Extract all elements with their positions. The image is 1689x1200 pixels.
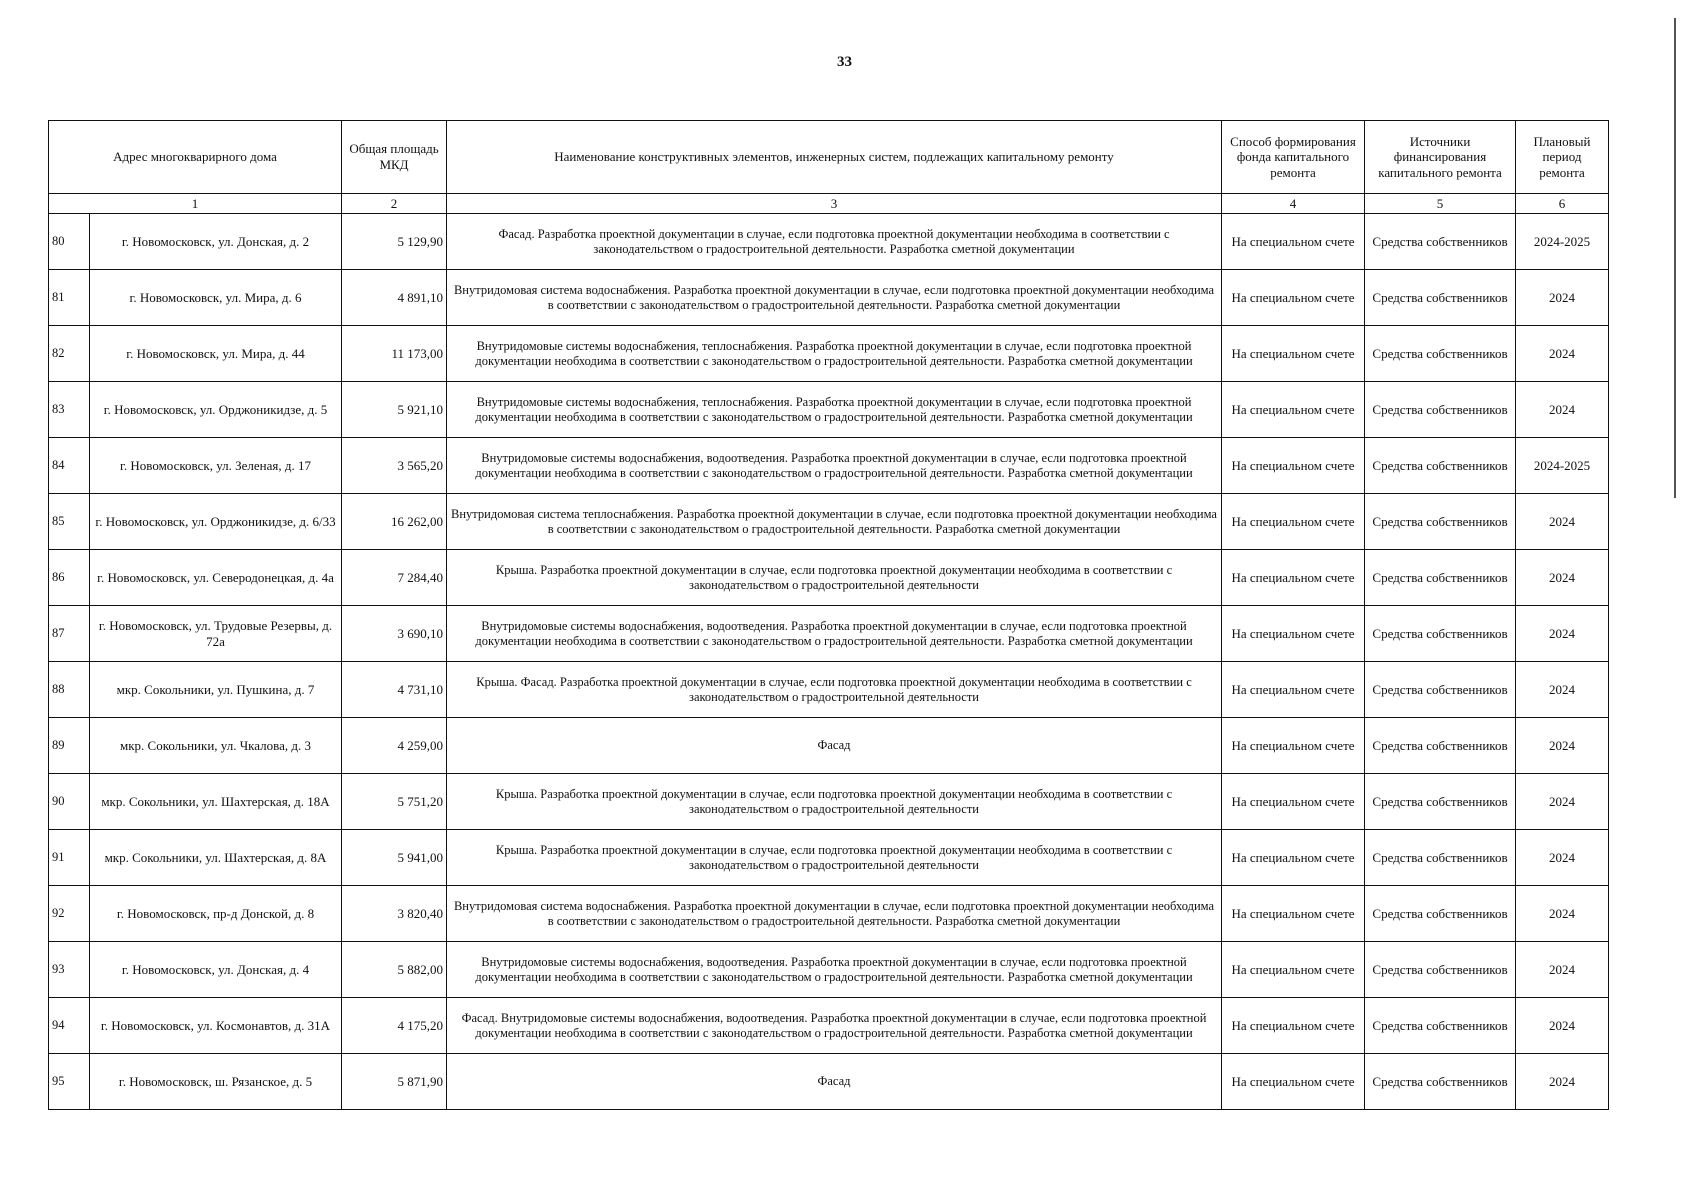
period-cell: 2024 <box>1516 662 1609 718</box>
period-cell: 2024-2025 <box>1516 438 1609 494</box>
method-cell: На специальном счете <box>1222 662 1365 718</box>
page-number: 33 <box>837 54 852 70</box>
address-cell: г. Новомосковск, ул. Космонавтов, д. 31А <box>90 998 342 1054</box>
works-cell: Крыша. Фасад. Разработка проектной документации в случае, если подготовка проектной документации необходима в соответствии с законодательством о градостроительной деятельности <box>447 662 1222 718</box>
area-cell: 4 891,10 <box>342 270 447 326</box>
row-number: 91 <box>49 830 90 886</box>
source-cell: Средства собственников <box>1365 270 1516 326</box>
method-cell: На специальном счете <box>1222 942 1365 998</box>
table-row <box>49 774 1609 830</box>
period-cell: 2024 <box>1516 270 1609 326</box>
source-cell: Средства собственников <box>1365 550 1516 606</box>
address-cell: г. Новомосковск, ул. Зеленая, д. 17 <box>90 438 342 494</box>
column-number: 6 <box>1516 194 1609 214</box>
source-cell: Средства собственников <box>1365 942 1516 998</box>
row-number: 85 <box>49 494 90 550</box>
table-row <box>49 718 1609 774</box>
row-number: 83 <box>49 382 90 438</box>
period-cell: 2024 <box>1516 606 1609 662</box>
works-cell: Внутридомовые системы водоснабжения, теплоснабжения. Разработка проектной документации в случае, если подготовка проектной документации необходима в соответствии с законодательством о градостроительной деятельности. Разработка сметной документации <box>447 326 1222 382</box>
table-row <box>49 1054 1609 1110</box>
period-cell: 2024-2025 <box>1516 214 1609 270</box>
area-cell: 3 820,40 <box>342 886 447 942</box>
method-cell: На специальном счете <box>1222 998 1365 1054</box>
area-cell: 4 175,20 <box>342 998 447 1054</box>
source-cell: Средства собственников <box>1365 718 1516 774</box>
address-cell: г. Новомосковск, ул. Орджоникидзе, д. 6/33 <box>90 494 342 550</box>
column-number: 2 <box>342 194 447 214</box>
method-cell: На специальном счете <box>1222 438 1365 494</box>
source-cell: Средства собственников <box>1365 606 1516 662</box>
address-cell: мкр. Сокольники, ул. Шахтерская, д. 8А <box>90 830 342 886</box>
table-row <box>49 270 1609 326</box>
row-number: 82 <box>49 326 90 382</box>
source-cell: Средства собственников <box>1365 774 1516 830</box>
area-cell: 16 262,00 <box>342 494 447 550</box>
header-row <box>49 121 1609 194</box>
source-cell: Средства собственников <box>1365 998 1516 1054</box>
source-cell: Средства собственников <box>1365 214 1516 270</box>
method-cell: На специальном счете <box>1222 270 1365 326</box>
address-cell: г. Новомосковск, ш. Рязанское, д. 5 <box>90 1054 342 1110</box>
area-cell: 5 941,00 <box>342 830 447 886</box>
table-row <box>49 830 1609 886</box>
table-row <box>49 438 1609 494</box>
period-cell: 2024 <box>1516 830 1609 886</box>
row-number: 84 <box>49 438 90 494</box>
works-cell: Внутридомовые системы водоснабжения, водоотведения. Разработка проектной документации в случае, если подготовка проектной документации необходима в соответствии с законодательством о градостроительной деятельности. Разработка сметной документации <box>447 942 1222 998</box>
area-cell: 4 259,00 <box>342 718 447 774</box>
address-cell: мкр. Сокольники, ул. Пушкина, д. 7 <box>90 662 342 718</box>
method-cell: На специальном счете <box>1222 550 1365 606</box>
works-cell: Внутридомовые системы водоснабжения, водоотведения. Разработка проектной документации в случае, если подготовка проектной документации необходима в соответствии с законодательством о градостроительной деятельности. Разработка сметной документации <box>447 606 1222 662</box>
row-number: 93 <box>49 942 90 998</box>
works-cell: Крыша. Разработка проектной документации в случае, если подготовка проектной документации необходима в соответствии с законодательством о градостроительной деятельности <box>447 830 1222 886</box>
method-cell: На специальном счете <box>1222 718 1365 774</box>
table-row <box>49 942 1609 998</box>
address-cell: г. Новомосковск, ул. Трудовые Резервы, д. 72а <box>90 606 342 662</box>
works-cell: Внутридомовые системы водоснабжения, теплоснабжения. Разработка проектной документации в случае, если подготовка проектной документации необходима в соответствии с законодательством о градостроительной деятельности. Разработка сметной документации <box>447 382 1222 438</box>
method-cell: На специальном счете <box>1222 326 1365 382</box>
period-cell: 2024 <box>1516 886 1609 942</box>
row-number: 92 <box>49 886 90 942</box>
source-cell: Средства собственников <box>1365 830 1516 886</box>
address-cell: г. Новомосковск, ул. Мира, д. 6 <box>90 270 342 326</box>
period-cell: 2024 <box>1516 718 1609 774</box>
works-cell: Внутридомовая система водоснабжения. Разработка проектной документации в случае, если подготовка проектной документации необходима в соответствии с законодательством о градостроительной деятельности. Разработка сметной документации <box>447 886 1222 942</box>
table-row <box>49 382 1609 438</box>
address-cell: г. Новомосковск, ул. Орджоникидзе, д. 5 <box>90 382 342 438</box>
period-cell: 2024 <box>1516 326 1609 382</box>
scan-edge-line <box>1674 18 1676 498</box>
period-cell: 2024 <box>1516 494 1609 550</box>
header-period: Плановый период ремонта <box>1516 121 1609 194</box>
area-cell: 3 565,20 <box>342 438 447 494</box>
period-cell: 2024 <box>1516 1054 1609 1110</box>
area-cell: 4 731,10 <box>342 662 447 718</box>
row-number: 87 <box>49 606 90 662</box>
header-works: Наименование конструктивных элементов, инженерных систем, подлежащих капитальному ремонту <box>447 121 1222 194</box>
works-cell: Крыша. Разработка проектной документации в случае, если подготовка проектной документации необходима в соответствии с законодательством о градостроительной деятельности <box>447 550 1222 606</box>
source-cell: Средства собственников <box>1365 1054 1516 1110</box>
area-cell: 5 882,00 <box>342 942 447 998</box>
source-cell: Средства собственников <box>1365 494 1516 550</box>
row-number: 88 <box>49 662 90 718</box>
period-cell: 2024 <box>1516 942 1609 998</box>
period-cell: 2024 <box>1516 550 1609 606</box>
row-number: 95 <box>49 1054 90 1110</box>
source-cell: Средства собственников <box>1365 382 1516 438</box>
table-row <box>49 886 1609 942</box>
row-number: 90 <box>49 774 90 830</box>
header-source: Источники финансирования капитального ремонта <box>1365 121 1516 194</box>
row-number: 86 <box>49 550 90 606</box>
method-cell: На специальном счете <box>1222 1054 1365 1110</box>
method-cell: На специальном счете <box>1222 214 1365 270</box>
method-cell: На специальном счете <box>1222 886 1365 942</box>
works-cell: Внутридомовая система водоснабжения. Разработка проектной документации в случае, если подготовка проектной документации необходима в соответствии с законодательством о градостроительной деятельности. Разработка сметной документации <box>447 270 1222 326</box>
area-cell: 7 284,40 <box>342 550 447 606</box>
works-cell: Внутридомовая система теплоснабжения. Разработка проектной документации в случае, если подготовка проектной документации необходима в соответствии с законодательством о градостроительной деятельности. Разработка сметной документации <box>447 494 1222 550</box>
period-cell: 2024 <box>1516 998 1609 1054</box>
method-cell: На специальном счете <box>1222 382 1365 438</box>
column-number: 3 <box>447 194 1222 214</box>
area-cell: 11 173,00 <box>342 326 447 382</box>
address-cell: г. Новомосковск, пр-д Донской, д. 8 <box>90 886 342 942</box>
area-cell: 3 690,10 <box>342 606 447 662</box>
header-address: Адрес многокварирного дома <box>49 121 342 194</box>
works-cell: Фасад <box>447 1054 1222 1110</box>
method-cell: На специальном счете <box>1222 494 1365 550</box>
works-cell: Внутридомовые системы водоснабжения, водоотведения. Разработка проектной документации в случае, если подготовка проектной документации необходима в соответствии с законодательством о градостроительной деятельности. Разработка сметной документации <box>447 438 1222 494</box>
table-row <box>49 550 1609 606</box>
area-cell: 5 921,10 <box>342 382 447 438</box>
column-number: 1 <box>49 194 342 214</box>
row-number: 94 <box>49 998 90 1054</box>
table-row <box>49 214 1609 270</box>
area-cell: 5 129,90 <box>342 214 447 270</box>
works-cell: Крыша. Разработка проектной документации в случае, если подготовка проектной документации необходима в соответствии с законодательством о градостроительной деятельности <box>447 774 1222 830</box>
address-cell: г. Новомосковск, ул. Северодонецкая, д. 4а <box>90 550 342 606</box>
source-cell: Средства собственников <box>1365 438 1516 494</box>
address-cell: мкр. Сокольники, ул. Шахтерская, д. 18А <box>90 774 342 830</box>
table-row <box>49 606 1609 662</box>
source-cell: Средства собственников <box>1365 662 1516 718</box>
method-cell: На специальном счете <box>1222 830 1365 886</box>
method-cell: На специальном счете <box>1222 774 1365 830</box>
period-cell: 2024 <box>1516 382 1609 438</box>
source-cell: Средства собственников <box>1365 886 1516 942</box>
row-number: 81 <box>49 270 90 326</box>
table-row <box>49 494 1609 550</box>
address-cell: г. Новомосковск, ул. Мира, д. 44 <box>90 326 342 382</box>
table-row <box>49 326 1609 382</box>
works-cell: Фасад. Разработка проектной документации в случае, если подготовка проектной документации необходима в соответствии с законодательством о градостроительной деятельности. Разработка сметной документации <box>447 214 1222 270</box>
column-number: 5 <box>1365 194 1516 214</box>
address-cell: г. Новомосковск, ул. Донская, д. 4 <box>90 942 342 998</box>
address-cell: мкр. Сокольники, ул. Чкалова, д. 3 <box>90 718 342 774</box>
header-area: Общая площадь МКД <box>342 121 447 194</box>
method-cell: На специальном счете <box>1222 606 1365 662</box>
works-cell: Фасад. Внутридомовые системы водоснабжения, водоотведения. Разработка проектной документации в случае, если подготовка проектной документации необходима в соответствии с законодательством о градостроительной деятельности. Разработка сметной документации <box>447 998 1222 1054</box>
area-cell: 5 871,90 <box>342 1054 447 1110</box>
area-cell: 5 751,20 <box>342 774 447 830</box>
works-cell: Фасад <box>447 718 1222 774</box>
header-method: Способ формирования фонда капитального ремонта <box>1222 121 1365 194</box>
period-cell: 2024 <box>1516 774 1609 830</box>
column-number-row <box>49 194 1609 214</box>
table-row <box>49 998 1609 1054</box>
row-number: 80 <box>49 214 90 270</box>
address-cell: г. Новомосковск, ул. Донская, д. 2 <box>90 214 342 270</box>
table-row <box>49 662 1609 718</box>
capital-repair-table <box>48 120 1609 1110</box>
column-number: 4 <box>1222 194 1365 214</box>
source-cell: Средства собственников <box>1365 326 1516 382</box>
row-number: 89 <box>49 718 90 774</box>
